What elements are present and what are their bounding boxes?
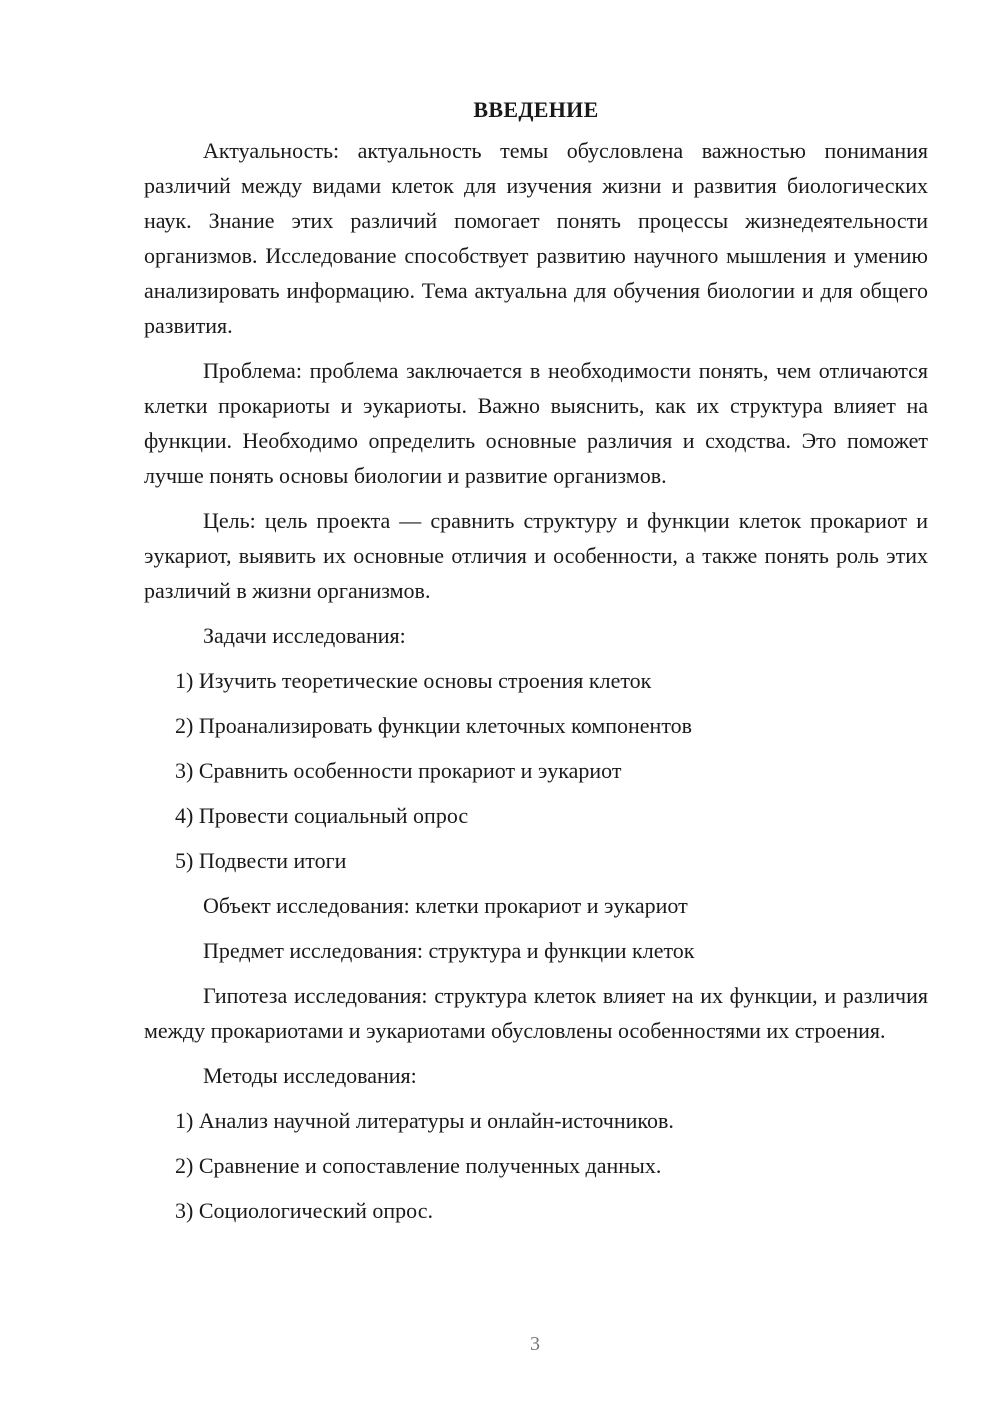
list-item: 3) Сравнить особенности прокариот и эукариот [175,758,622,783]
hypothesis-paragraph: Гипотеза исследования: структура клеток влияет на их функции, и различия между прокариотами и эукариотами обусловлены особенностями их строения. [144,983,928,1043]
list-item: 2) Сравнение и сопоставление полученных данных. [175,1153,662,1178]
list-item: 1) Анализ научной литературы и онлайн-источников. [175,1108,674,1133]
list-item: 4) Провести социальный опрос [175,803,469,828]
tasks-list [144,663,928,878]
problem-paragraph: Проблема: проблема заключается в необходимости понять, чем отличаются клетки прокариоты и эукариоты. Важно выяснить, как их структура влияет на функции. Необходимо определить основные различия и сходства. Это поможет лучше понять основы биологии и развитие организмов. [144,358,928,488]
tasks-heading: Задачи исследования: [203,623,406,648]
list-item: 5) Подвести итоги [175,848,347,873]
goal-paragraph: Цель: цель проекта — сравнить структуру и функции клеток прокариот и эукариот, выявить их основные отличия и особенности, а также понять роль этих различий в жизни организмов. [144,508,928,603]
document-page [144,95,928,1238]
list-item: 2) Проанализировать функции клеточных компонентов [175,713,693,738]
list-item: 1) Изучить теоретические основы строения клеток [175,668,652,693]
page-number: 3 [530,1333,540,1355]
methods-heading: Методы исследования: [203,1063,417,1088]
page-title: ВВЕДЕНИЕ [473,97,599,122]
list-item: 3) Социологический опрос. [175,1198,433,1223]
research-object: Объект исследования: клетки прокариот и эукариот [203,893,688,918]
methods-list [144,1103,928,1228]
research-subject: Предмет исследования: структура и функции клеток [203,938,695,963]
relevance-paragraph: Актуальность: актуальность темы обусловлена важностью понимания различий между видами клеток для изучения жизни и развития биологических наук. Знание этих различий помогает понять процессы жизнедеятельности организмов. Исследование способствует развитию научного мышления и умению анализировать информацию. Тема актуальна для обучения биологии и для общего развития. [144,138,928,338]
